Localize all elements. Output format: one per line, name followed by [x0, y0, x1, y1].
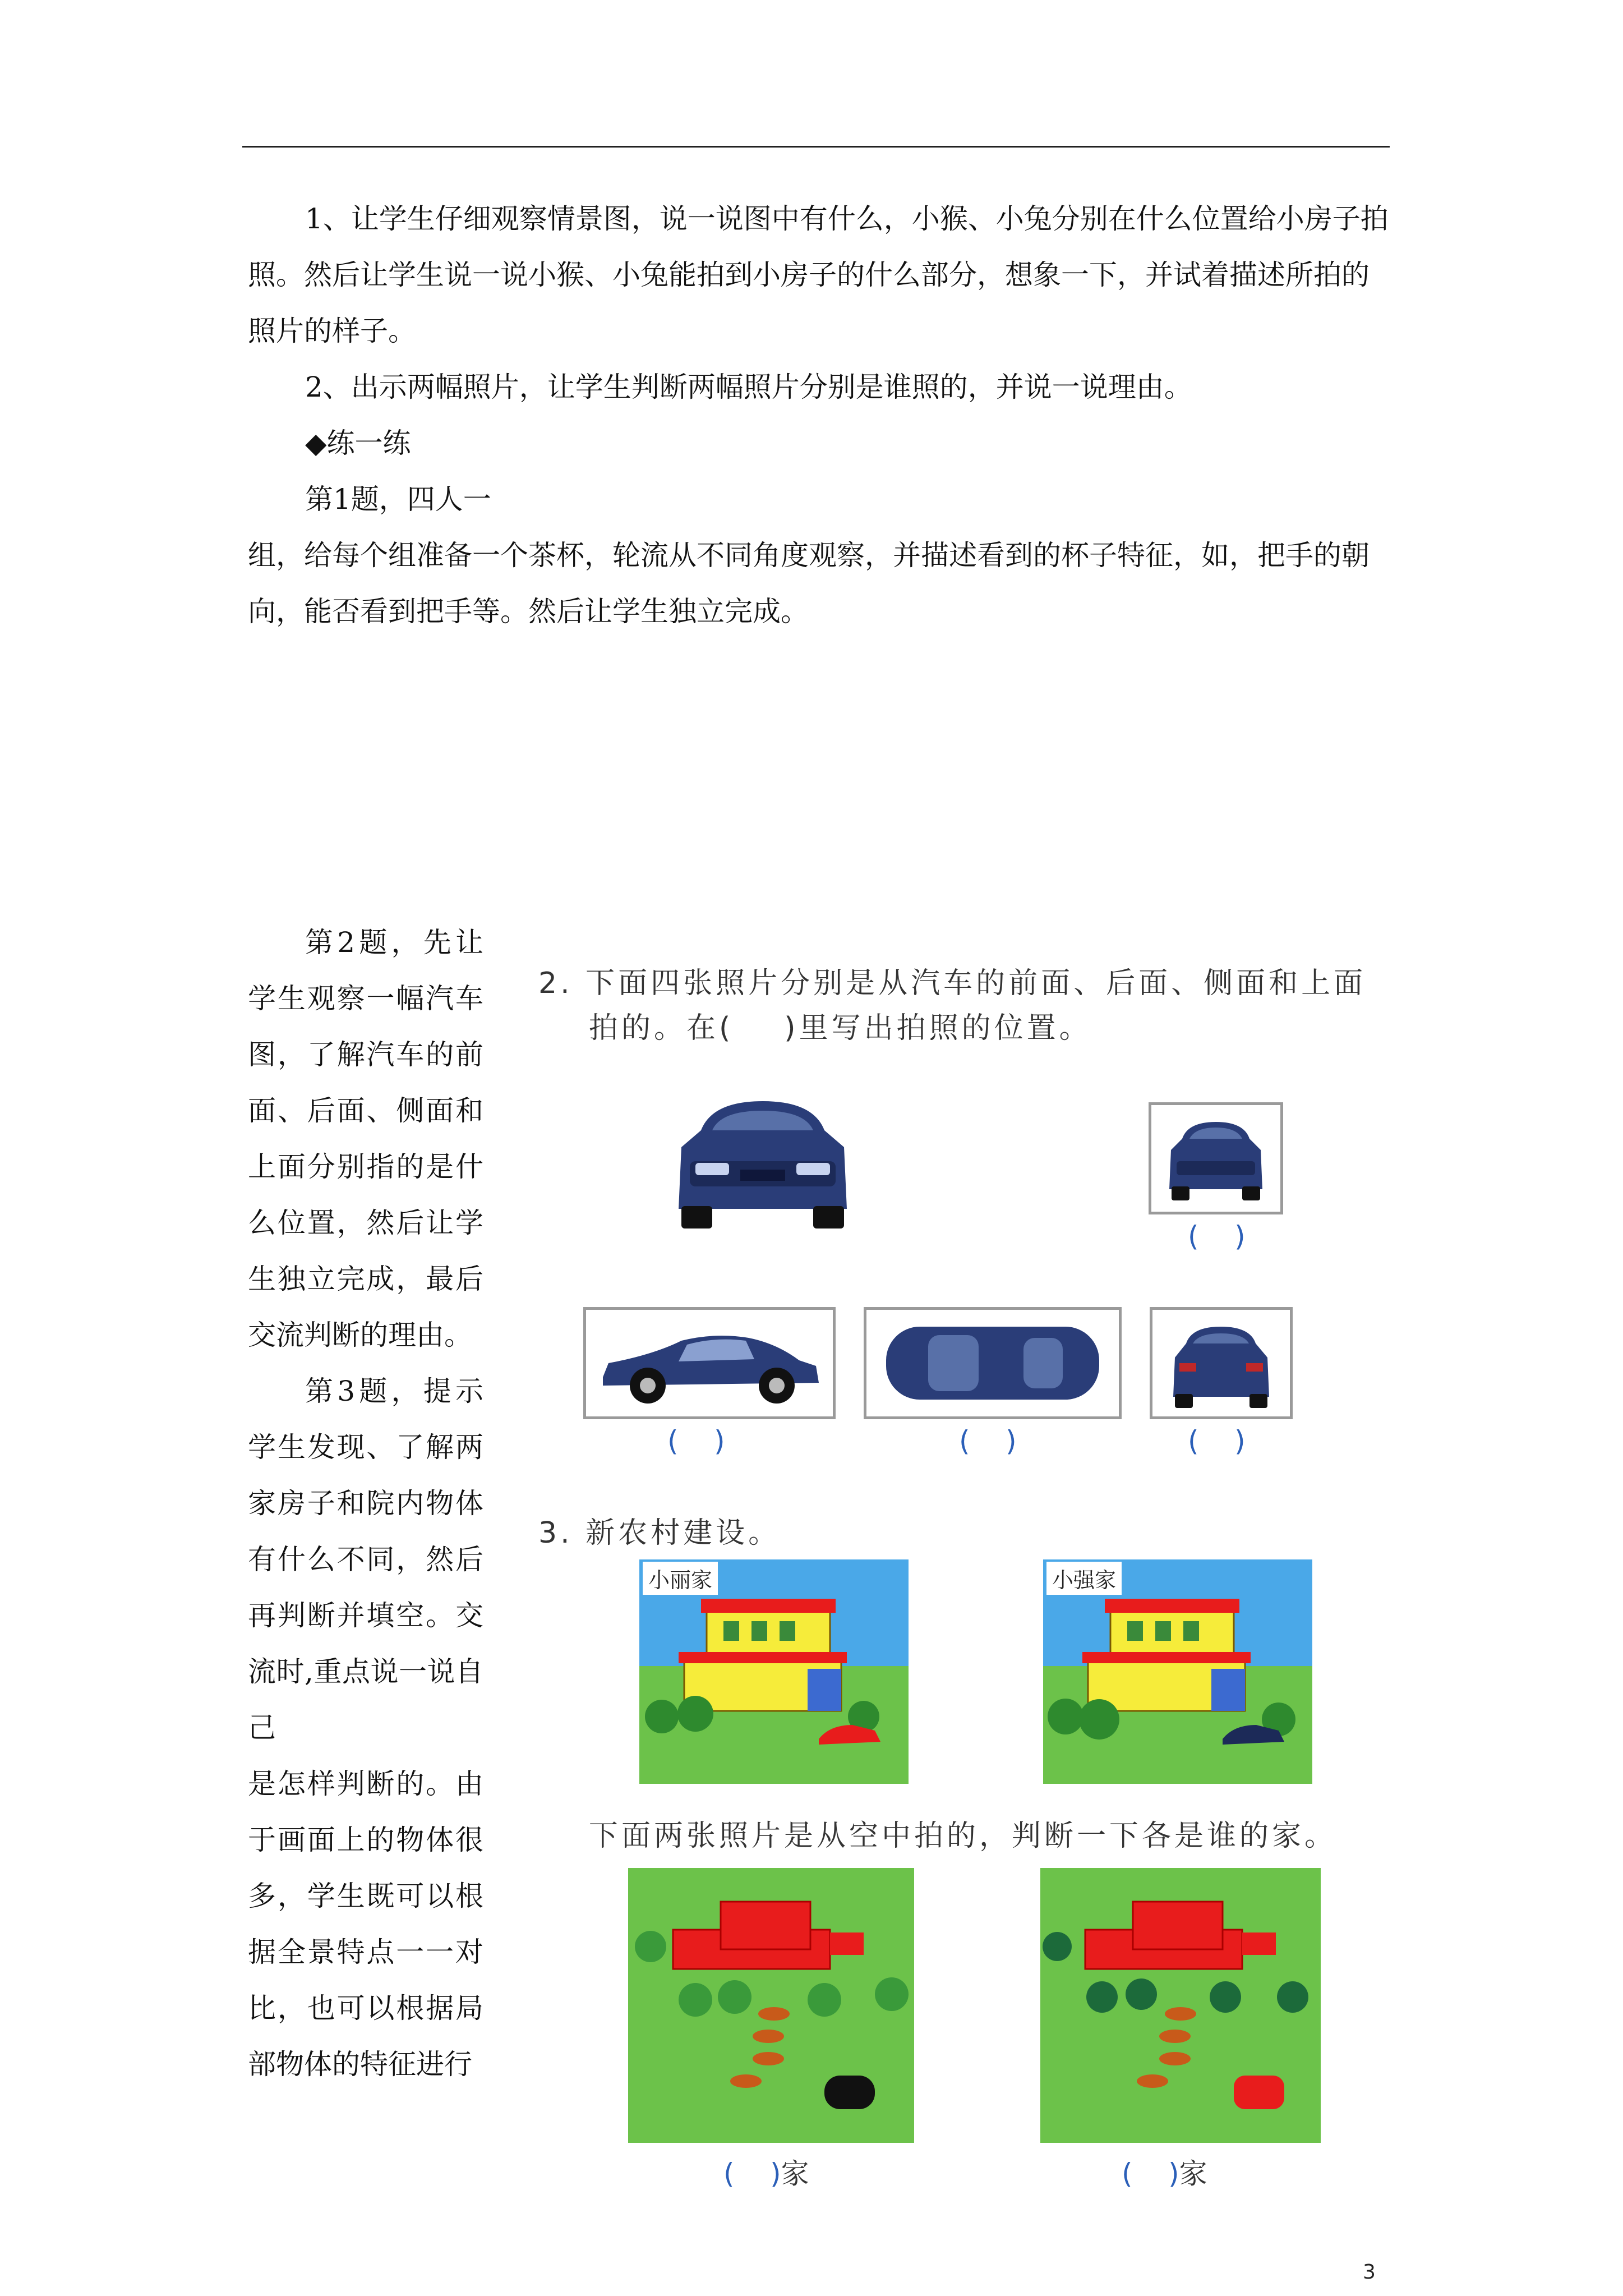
xiaoqiang-house-picture	[1043, 1559, 1312, 1784]
car-photo-rear	[1150, 1307, 1293, 1419]
aerial-photo-2	[1040, 1868, 1321, 2143]
car-photo-front	[1149, 1102, 1283, 1214]
answer-blank-aerial-2[interactable]: ( )家	[1122, 2157, 1207, 2190]
xiaoqiang-label: 小强家	[1046, 1562, 1122, 1595]
car-front-large-image	[667, 1097, 858, 1231]
xiaoli-house-picture	[639, 1559, 909, 1784]
answer-blank-top[interactable]: ( )	[959, 1425, 1017, 1457]
paragraph-exercise-1-start: 第1题，四人一	[305, 483, 491, 516]
q3-title: 3. 新农村建设。	[538, 1516, 781, 1550]
answer-blank-aerial-1[interactable]: ( )家	[723, 2157, 809, 2190]
aerial-photo-1	[628, 1868, 914, 2143]
q2-line-1: 2. 下面四张照片分别是从汽车的前面、后面、侧面和上面	[538, 967, 1367, 1000]
paragraph-exercise-1: 组，给每个组准备一个茶杯，轮流从不同角度观察，并描述看到的杯子特征，如，把手的朝向，能否看到把手等。然后让学生独立完成。	[248, 539, 1370, 628]
sidebar-exercise-3-cont: 是怎样判断的。由于画面上的物体很多，学生既可以根据全景特点一一对比，也可以根据局部物体的特征进行	[248, 1768, 483, 2081]
sidebar-notes	[248, 914, 483, 2092]
answer-blank-rear[interactable]: ( )	[1188, 1425, 1246, 1457]
header-rule	[242, 146, 1390, 148]
paragraph-2: 2、出示两幅照片，让学生判断两幅照片分别是谁照的，并说一说理由。	[305, 371, 1192, 403]
car-photo-top	[864, 1307, 1122, 1419]
q2-line-2: 拍的。在( )里写出拍照的位置。	[589, 1011, 1092, 1045]
page-number: 3	[1363, 2261, 1376, 2284]
sidebar-exercise-3: 第3题，提示学生发现、了解两家房子和院内物体有什么不同，然后再判断并填空。交流时,重点说一说自己	[248, 1375, 483, 1744]
car-photo-side	[583, 1307, 836, 1419]
sidebar-exercise-2: 第2题，先让学生观察一幅汽车图，了解汽车的前面、后面、侧面和上面分别指的是什么位置，然后让学生独立完成，最后交流判断的理由。	[248, 926, 483, 1351]
xiaoli-label: 小丽家	[643, 1562, 718, 1595]
answer-blank-front[interactable]: ( )	[1188, 1220, 1246, 1253]
paragraph-1: 1、让学生仔细观察情景图，说一说图中有什么，小猴、小兔分别在什么位置给小房子拍照。然后让学生说一说小猴、小兔能拍到小房子的什么部分，想象一下，并试着描述所拍的照片的样子。	[248, 203, 1389, 347]
answer-blank-side[interactable]: ( )	[667, 1425, 725, 1457]
practice-heading: ◆练一练	[305, 427, 411, 459]
q3-instruction: 下面两张照片是从空中拍的，判断一下各是谁的家。	[589, 1819, 1338, 1853]
